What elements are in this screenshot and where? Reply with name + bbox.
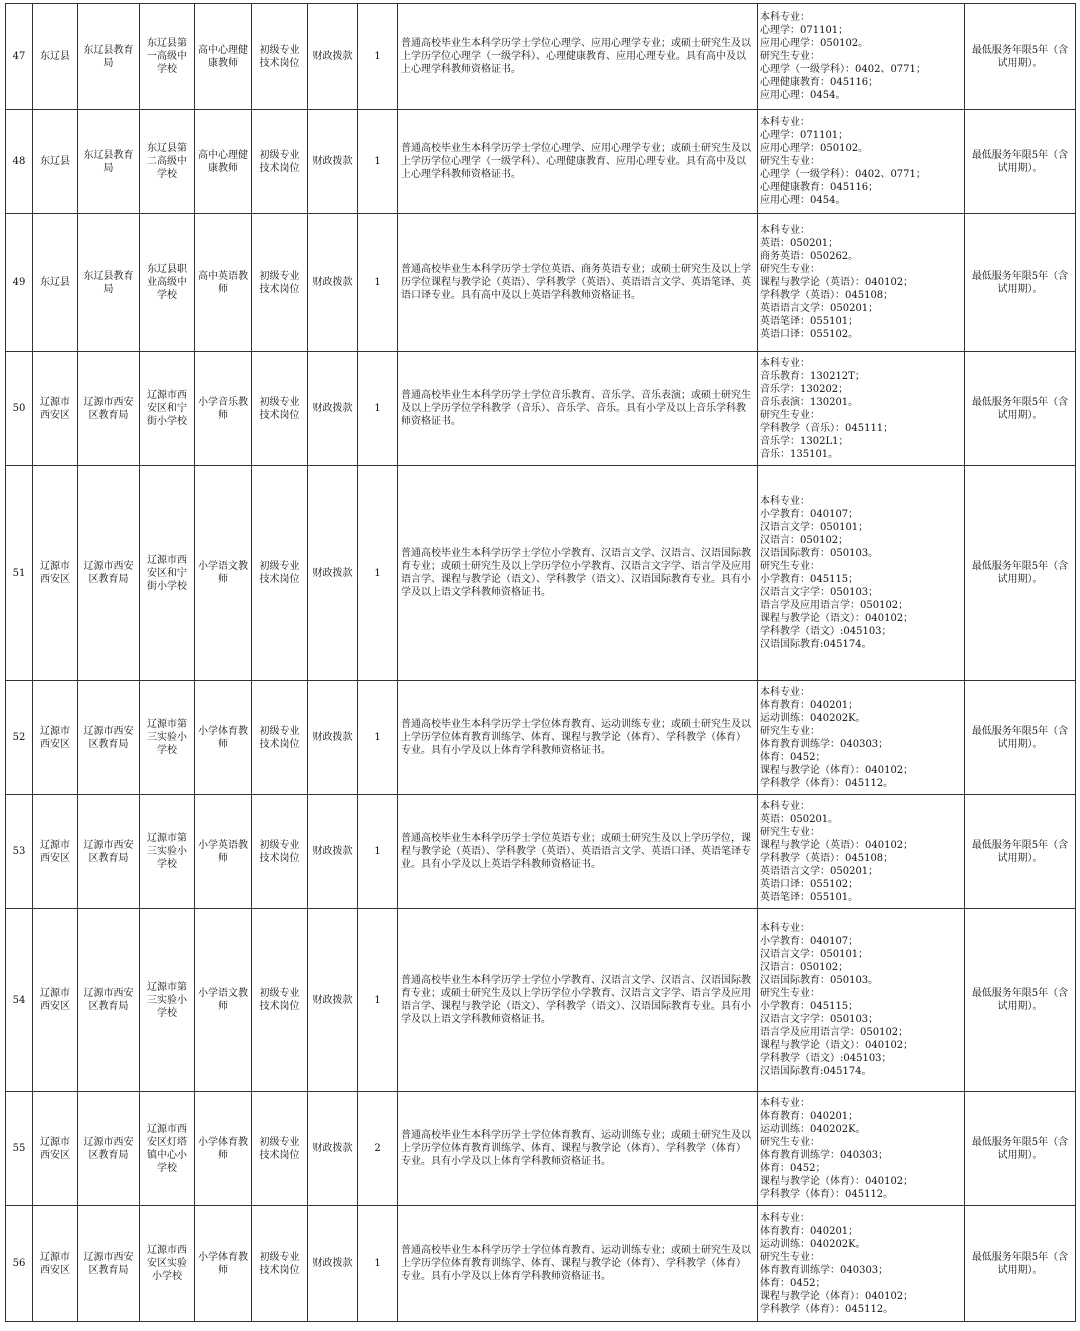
table-row xyxy=(6,214,1076,352)
cell-service: 最低服务年限5年（含试用期）。 xyxy=(965,795,1076,909)
cell-service: 最低服务年限5年（含试用期）。 xyxy=(965,909,1076,1092)
cell-school: 辽源市第三实验小学校 xyxy=(140,795,195,909)
cell-count: 1 xyxy=(358,681,398,795)
cell-service: 最低服务年限5年（含试用期）。 xyxy=(965,352,1076,466)
cell-service: 最低服务年限5年（含试用期）。 xyxy=(965,466,1076,681)
cell-post-type: 初级专业技术岗位 xyxy=(252,681,308,795)
cell-funding: 财政拨款 xyxy=(308,466,358,681)
cell-funding: 财政拨款 xyxy=(308,795,358,909)
cell-department: 辽源市西安区教育局 xyxy=(78,466,140,681)
cell-requirement: 普通高校毕业生本科学历学士学位体育教育、运动训练专业；或硕士研究生及以上学历学位体育教育训练学、体育、课程与教学论（体育）、学科教学（体育）专业。具有小学及以上体育学科教师资格证书。 xyxy=(398,1092,758,1206)
cell-region: 东辽县 xyxy=(33,110,78,214)
cell-position: 小学体育教师 xyxy=(195,1092,252,1206)
cell-region: 东辽县 xyxy=(33,214,78,352)
cell-count: 1 xyxy=(358,795,398,909)
recruitment-table xyxy=(5,3,1076,1322)
cell-count: 1 xyxy=(358,466,398,681)
cell-department: 辽源市西安区教育局 xyxy=(78,681,140,795)
cell-requirement: 普通高校毕业生本科学历学士学位体育教育、运动训练专业；或硕士研究生及以上学历学位体育教育训练学、体育、课程与教学论（体育）、学科教学（体育）专业。具有小学及以上体育学科教师资格证书。 xyxy=(398,1206,758,1322)
cell-region: 辽源市西安区 xyxy=(33,909,78,1092)
cell-funding: 财政拨款 xyxy=(308,214,358,352)
cell-count: 1 xyxy=(358,1206,398,1322)
table-row xyxy=(6,1206,1076,1322)
cell-region: 东辽县 xyxy=(33,4,78,110)
cell-majors: 本科专业： 英语：050201。 研究生专业： 课程与教学论（英语）：040102； 学科教学（英语）：045108； 英语语言文学：050201； 英语口译：055102； 英语笔译：055101。 xyxy=(758,795,965,909)
table-row xyxy=(6,352,1076,466)
cell-position: 高中心理健康教师 xyxy=(195,110,252,214)
cell-funding: 财政拨款 xyxy=(308,909,358,1092)
cell-count: 1 xyxy=(358,110,398,214)
cell-no: 51 xyxy=(6,466,33,681)
cell-position: 小学语文教师 xyxy=(195,466,252,681)
cell-school: 辽源市西安区和宁街小学校 xyxy=(140,466,195,681)
cell-majors: 本科专业： 英语：050201； 商务英语：050262。 研究生专业： 课程与教学论（英语）：040102； 学科教学（英语）：045108； 英语语言文学：050201； 英语笔译：055101； 英语口译：055102。 xyxy=(758,214,965,352)
cell-post-type: 初级专业技术岗位 xyxy=(252,1092,308,1206)
cell-funding: 财政拨款 xyxy=(308,1206,358,1322)
cell-school: 辽源市第三实验小学校 xyxy=(140,909,195,1092)
cell-requirement: 普通高校毕业生本科学历学士学位心理学、应用心理学专业；或硕士研究生及以上学历学位心理学（一级学科）、心理健康教育、应用心理专业。具有高中及以上心理学科教师资格证书。 xyxy=(398,110,758,214)
cell-count: 1 xyxy=(358,352,398,466)
cell-region: 辽源市西安区 xyxy=(33,1206,78,1322)
cell-majors: 本科专业： 音乐教育：130212T； 音乐学：130202； 音乐表演：130201。 研究生专业： 学科教学（音乐）：045111； 音乐学：1302L1； 音乐：135101。 xyxy=(758,352,965,466)
cell-majors: 本科专业： 小学教育：040107； 汉语言文学：050101； 汉语言：050102； 汉语国际教育：050103。 研究生专业： 小学教育：045115； 汉语言文字学：050103； 语言学及应用语言学：050102； 课程与教学论（语文）：040102； 学科教学（语文）:045103； 汉语国际教育:045174。 xyxy=(758,466,965,681)
cell-funding: 财政拨款 xyxy=(308,4,358,110)
cell-requirement: 普通高校毕业生本科学历学士学位英语、商务英语专业；或硕士研究生及以上学历学位课程与教学论（英语）、学科教学（英语）、英语语言文学、英语笔译、英语口译专业。具有高中及以上英语学科教师资格证书。 xyxy=(398,214,758,352)
cell-service: 最低服务年限5年（含试用期）。 xyxy=(965,214,1076,352)
cell-department: 辽源市西安区教育局 xyxy=(78,1092,140,1206)
cell-department: 辽源市西安区教育局 xyxy=(78,352,140,466)
cell-department: 辽源市西安区教育局 xyxy=(78,1206,140,1322)
cell-post-type: 初级专业技术岗位 xyxy=(252,795,308,909)
table-row xyxy=(6,466,1076,681)
cell-requirement: 普通高校毕业生本科学历学士学位英语专业；或硕士研究生及以上学历学位，课程与教学论（英语）、学科教学（英语）、英语语言文学、英语口译、英语笔译专业。具有小学及以上英语学科教师资格证书。 xyxy=(398,795,758,909)
cell-requirement: 普通高校毕业生本科学历学士学位心理学、应用心理学专业；或硕士研究生及以上学历学位心理学（一级学科）、心理健康教育、应用心理专业。具有高中及以上心理学科教师资格证书。 xyxy=(398,4,758,110)
table-row xyxy=(6,110,1076,214)
cell-service: 最低服务年限5年（含试用期）。 xyxy=(965,681,1076,795)
cell-school: 东辽县第二高级中学校 xyxy=(140,110,195,214)
cell-department: 辽源市西安区教育局 xyxy=(78,795,140,909)
cell-post-type: 初级专业技术岗位 xyxy=(252,352,308,466)
table-row xyxy=(6,681,1076,795)
cell-service: 最低服务年限5年（含试用期）。 xyxy=(965,4,1076,110)
cell-department: 东辽县教育局 xyxy=(78,214,140,352)
cell-school: 东辽县职业高级中学校 xyxy=(140,214,195,352)
cell-position: 小学语文教师 xyxy=(195,909,252,1092)
cell-requirement: 普通高校毕业生本科学历学士学位小学教育、汉语言文学、汉语言、汉语国际教育专业；或硕士研究生及以上学历学位小学教育、汉语言文字学、语言学及应用语言学、课程与教学论（语文）、学科教学（语文）、汉语国际教育专业。具有小学及以上语文学科教师资格证书。 xyxy=(398,909,758,1092)
cell-position: 高中心理健康教师 xyxy=(195,4,252,110)
cell-majors: 本科专业： 体育教育：040201； 运动训练：040202K。 研究生专业： 体育教育训练学：040303； 体育：0452； 课程与教学论（体育）：040102； 学科教学（体育）：045112。 xyxy=(758,1092,965,1206)
cell-majors: 本科专业： 体育教育：040201； 运动训练：040202K。 研究生专业： 体育教育训练学：040303； 体育：0452； 课程与教学论（体育）：040102； 学科教学（体育）：045112。 xyxy=(758,1206,965,1322)
cell-count: 2 xyxy=(358,1092,398,1206)
cell-post-type: 初级专业技术岗位 xyxy=(252,466,308,681)
cell-funding: 财政拨款 xyxy=(308,352,358,466)
cell-no: 47 xyxy=(6,4,33,110)
cell-department: 东辽县教育局 xyxy=(78,4,140,110)
cell-no: 55 xyxy=(6,1092,33,1206)
cell-post-type: 初级专业技术岗位 xyxy=(252,110,308,214)
cell-no: 56 xyxy=(6,1206,33,1322)
cell-no: 50 xyxy=(6,352,33,466)
cell-count: 1 xyxy=(358,909,398,1092)
table-row xyxy=(6,909,1076,1092)
cell-position: 高中英语教师 xyxy=(195,214,252,352)
cell-region: 辽源市西安区 xyxy=(33,795,78,909)
cell-position: 小学体育教师 xyxy=(195,681,252,795)
cell-school: 辽源市第三实验小学校 xyxy=(140,681,195,795)
cell-position: 小学英语教师 xyxy=(195,795,252,909)
cell-no: 54 xyxy=(6,909,33,1092)
cell-no: 49 xyxy=(6,214,33,352)
cell-funding: 财政拨款 xyxy=(308,110,358,214)
cell-requirement: 普通高校毕业生本科学历学士学位体育教育、运动训练专业；或硕士研究生及以上学历学位体育教育训练学、体育、课程与教学论（体育）、学科教学（体育）专业。具有小学及以上体育学科教师资格证书。 xyxy=(398,681,758,795)
cell-funding: 财政拨款 xyxy=(308,1092,358,1206)
cell-count: 1 xyxy=(358,214,398,352)
cell-post-type: 初级专业技术岗位 xyxy=(252,4,308,110)
cell-school: 辽源市西安区实验小学校 xyxy=(140,1206,195,1322)
cell-department: 辽源市西安区教育局 xyxy=(78,909,140,1092)
cell-department: 东辽县教育局 xyxy=(78,110,140,214)
cell-post-type: 初级专业技术岗位 xyxy=(252,1206,308,1322)
cell-service: 最低服务年限5年（含试用期）。 xyxy=(965,110,1076,214)
cell-region: 辽源市西安区 xyxy=(33,681,78,795)
table-row xyxy=(6,1092,1076,1206)
table-body xyxy=(6,4,1076,1322)
cell-position: 小学音乐教师 xyxy=(195,352,252,466)
cell-count: 1 xyxy=(358,4,398,110)
cell-majors: 本科专业： 体育教育：040201； 运动训练：040202K。 研究生专业： 体育教育训练学：040303； 体育：0452； 课程与教学论（体育）：040102； 学科教学（体育）：045112。 xyxy=(758,681,965,795)
cell-service: 最低服务年限5年（含试用期）。 xyxy=(965,1092,1076,1206)
table-row xyxy=(6,795,1076,909)
cell-position: 小学体育教师 xyxy=(195,1206,252,1322)
cell-majors: 本科专业： 小学教育：040107； 汉语言文学：050101； 汉语言：050102； 汉语国际教育：050103。 研究生专业： 小学教育：045115； 汉语言文字学：050103； 语言学及应用语言学：050102； 课程与教学论（语文）：040102； 学科教学（语文）:045103； 汉语国际教育:045174。 xyxy=(758,909,965,1092)
cell-school: 辽源市西安区和宁街小学校 xyxy=(140,352,195,466)
cell-requirement: 普通高校毕业生本科学历学士学位音乐教育、音乐学、音乐表演；或硕士研究生及以上学历学位学科教学（音乐）、音乐学、音乐。具有小学及以上音乐学科教师资格证书。 xyxy=(398,352,758,466)
cell-funding: 财政拨款 xyxy=(308,681,358,795)
cell-no: 48 xyxy=(6,110,33,214)
cell-majors: 本科专业： 心理学：071101； 应用心理学：050102。 研究生专业： 心理学（一级学科）：0402、0771； 心理健康教育：045116； 应用心理：0454。 xyxy=(758,4,965,110)
cell-post-type: 初级专业技术岗位 xyxy=(252,909,308,1092)
cell-service: 最低服务年限5年（含试用期）。 xyxy=(965,1206,1076,1322)
cell-no: 52 xyxy=(6,681,33,795)
cell-requirement: 普通高校毕业生本科学历学士学位小学教育、汉语言文学、汉语言、汉语国际教育专业；或硕士研究生及以上学历学位小学教育、汉语言文字学、语言学及应用语言学、课程与教学论（语文）、学科教学（语文）、汉语国际教育专业。具有小学及以上语文学科教师资格证书。 xyxy=(398,466,758,681)
table-row xyxy=(6,4,1076,110)
cell-region: 辽源市西安区 xyxy=(33,1092,78,1206)
cell-region: 辽源市西安区 xyxy=(33,466,78,681)
cell-region: 辽源市西安区 xyxy=(33,352,78,466)
cell-no: 53 xyxy=(6,795,33,909)
cell-majors: 本科专业： 心理学：071101； 应用心理学：050102。 研究生专业： 心理学（一级学科）：0402、0771； 心理健康教育：045116； 应用心理：0454。 xyxy=(758,110,965,214)
cell-school: 东辽县第一高级中学校 xyxy=(140,4,195,110)
cell-post-type: 初级专业技术岗位 xyxy=(252,214,308,352)
cell-school: 辽源市西安区灯塔镇中心小学校 xyxy=(140,1092,195,1206)
